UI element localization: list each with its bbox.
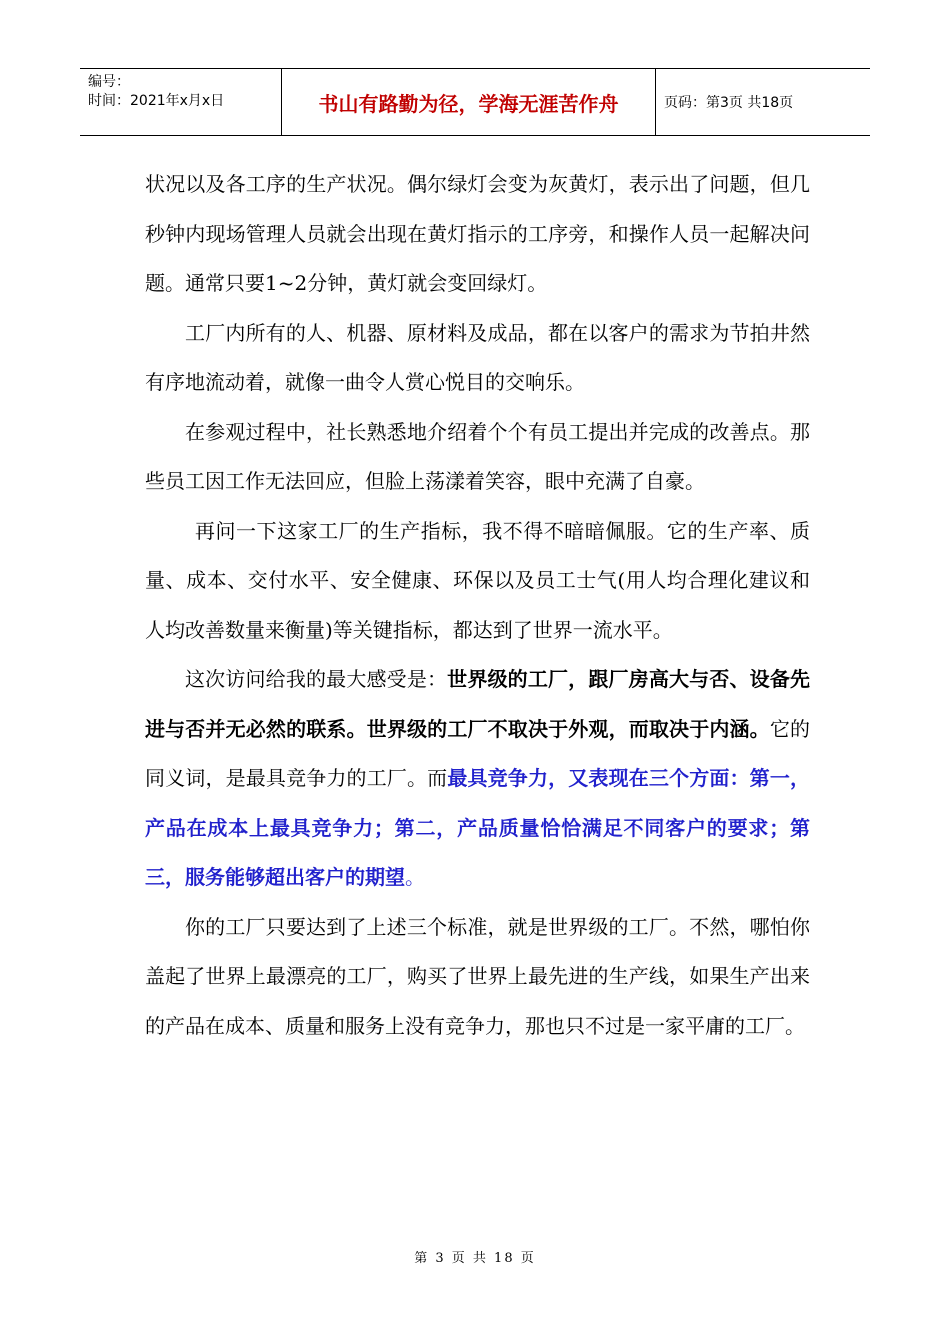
paragraph-6: 你的工厂只要达到了上述三个标准，就是世界级的工厂。不然，哪怕你盖起了世界上最漂亮的工厂，购买了世界上最先进的生产线，如果生产出来的产品在成本、质量和服务上没有竞争力，那也只不过是一家平庸的工厂。 — [145, 914, 810, 1038]
paragraph-5-end: 。 — [405, 865, 425, 889]
paragraph-5-bold-statement: 世界级的工厂，跟厂房高大与否、设备先进与否并无必然的联系。世界级的工厂不取决于外观，而取决于内涵。 — [145, 667, 811, 741]
document-time-label: 时间：2021年x月x日 — [88, 93, 225, 109]
paragraph-5 — [145, 655, 810, 903]
paragraph-3: 在参观过程中，社长熟悉地介绍着个个有员工提出并完成的改善点。那些员工因工作无法回应，但脸上荡漾着笑容，眼中充满了自豪。 — [145, 419, 810, 493]
paragraph-5-blue-highlight: 最具竞争力，又表现在三个方面：第一，产品在成本上最具竞争力；第二，产品质量恰恰满足不同客户的要求；第三，服务能够超出客户的期望 — [145, 766, 810, 889]
header-page-info: 页码：第3页 共18页 — [664, 95, 794, 111]
document-number-label: 编号： — [88, 74, 130, 90]
paragraph-5-synonym: 它的同义词，是最具竞争力的工厂。而 — [145, 716, 810, 790]
paragraph-4: 再问一下这家工厂的生产指标，我不得不暗暗佩服。它的生产率、质量、成本、交付水平、安全健康、环保以及员工士气(用人均合理化建议和人均改善数量来衡量)等关键指标，都达到了世界一流水平。 — [145, 518, 810, 642]
header-meta — [80, 69, 282, 135]
page-header — [80, 68, 870, 136]
paragraph-1: 状况以及各工序的生产状况。偶尔绿灯会变为灰黄灯，表示出了问题，但几秒钟内现场管理人员就会出现在黄灯指示的工序旁，和操作人员一起解决问题。通常只要1~2分钟，黄灯就会变回绿灯。 — [145, 172, 810, 295]
paragraph-5-intro: 这次访问给我的最大感受是： — [185, 667, 448, 691]
page-footer: 第 3 页 共 18 页 — [414, 1251, 536, 1266]
paragraph-2: 工厂内所有的人、机器、原材料及成品，都在以客户的需求为节拍井然有序地流动着，就像一曲令人赏心悦目的交响乐。 — [145, 320, 810, 394]
header-motto: 书山有路勤为径，学海无涯苦作舟 — [282, 69, 656, 135]
document-body — [145, 160, 810, 1051]
